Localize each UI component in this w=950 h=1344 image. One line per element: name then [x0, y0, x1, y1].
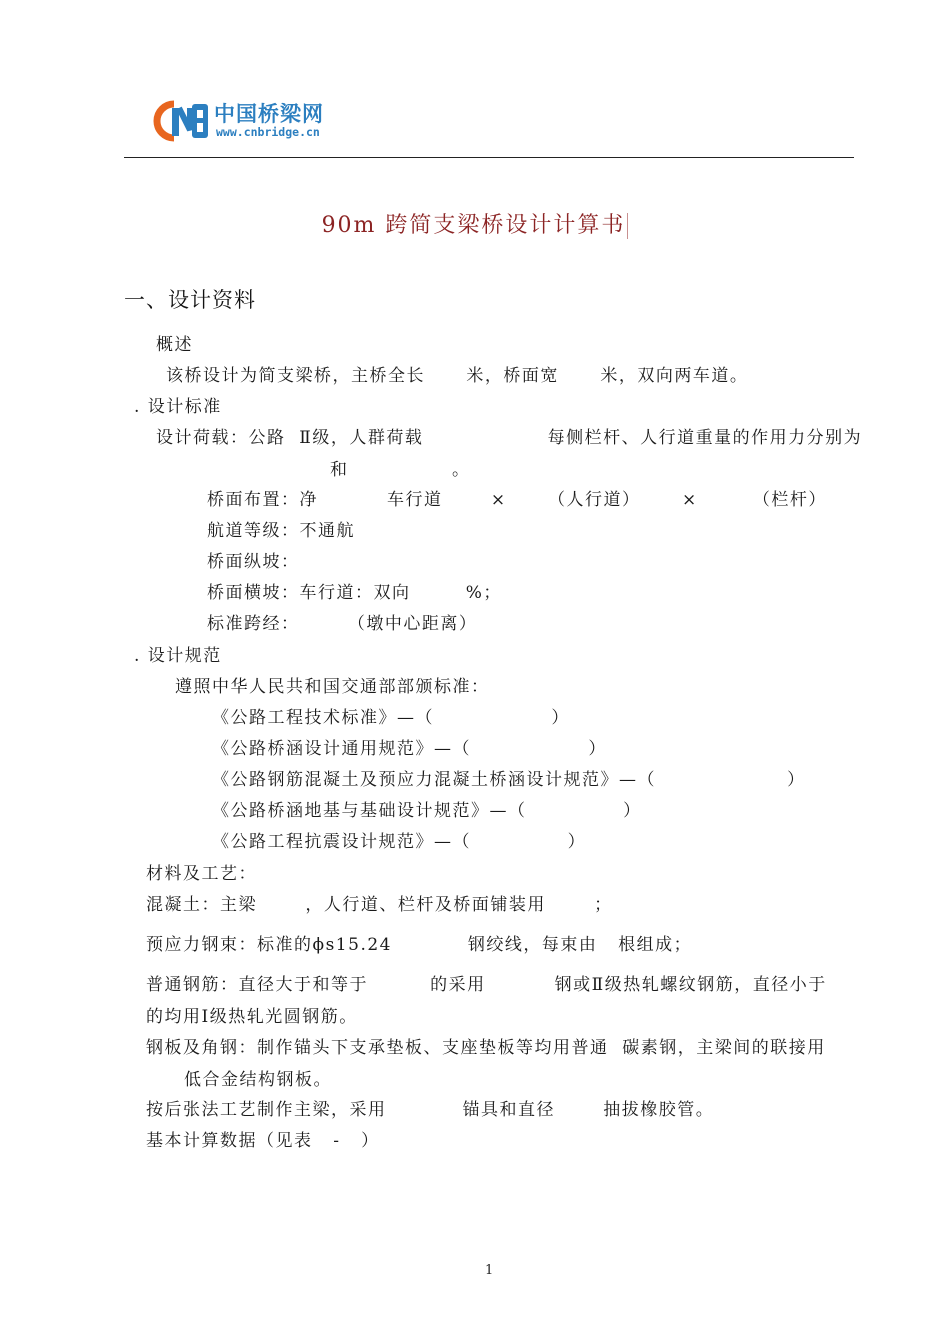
- rebar-line: 普通钢筋：直径大于和等于 的采用 钢或Ⅱ级热轧螺纹钢筋，直径小于: [146, 975, 827, 995]
- logo-url: www.cnbridge.cn: [216, 125, 320, 139]
- code-item: 《公路桥涵地基与基础设计规范》—（ ）: [212, 801, 642, 821]
- codes-intro: 遵照中华人民共和国交通部部颁标准：: [175, 677, 490, 697]
- overview-heading: 概述: [156, 335, 193, 355]
- deck-layout-line: 桥面布置：净 车行道 × （人行道） × （栏杆）: [207, 490, 827, 510]
- steel-plate-line: 钢板及角钢：制作锚头下支承垫板、支座垫板等均用普通 碳素钢，主梁间的联接用: [146, 1038, 826, 1058]
- section-heading: 一、设计资料: [124, 288, 256, 312]
- post-tension-line: 按后张法工艺制作主梁，采用 锚具和直径 抽拔橡胶管。: [146, 1100, 715, 1120]
- text-cursor: [627, 213, 628, 239]
- site-logo: [152, 96, 352, 146]
- steel-plate-continuation: 低合金结构钢板。: [184, 1070, 332, 1090]
- overview-text: 该桥设计为简支梁桥，主桥全长 米，桥面宽 米，双向两车道。: [166, 366, 749, 386]
- code-item: 《公路桥涵设计通用规范》—（ ）: [212, 739, 607, 759]
- standards-heading: . 设计标准: [134, 397, 222, 417]
- code-item: 《公路工程技术标准》—（ ）: [212, 708, 570, 728]
- concrete-line: 混凝土：主梁 ，人行道、栏杆及桥面铺装用 ；: [146, 895, 613, 915]
- longitudinal-slope-line: 桥面纵坡：: [207, 552, 300, 572]
- prestress-line: 预应力钢束：标准的ϕs15.24 钢绞线，每束由 根组成；: [146, 935, 693, 955]
- basic-data-line: 基本计算数据（见表 - ）: [146, 1131, 380, 1151]
- title-text: 90m 跨简支梁桥设计计算书: [321, 213, 626, 238]
- design-load-line: 设计荷载：公路 Ⅱ级，人群荷载 每侧栏杆、人行道重量的作用力分别为: [156, 428, 863, 448]
- standard-span-line: 标准跨经： （墩中心距离）: [207, 614, 478, 634]
- codes-heading: . 设计规范: [134, 646, 222, 666]
- document-title: [0, 208, 950, 239]
- header-divider: [124, 157, 854, 158]
- design-load-continuation: 和 。: [330, 460, 471, 480]
- cnbridge-logo-icon: [152, 98, 210, 144]
- code-item: 《公路钢筋混凝土及预应力混凝土桥涵设计规范》—（ ）: [212, 770, 806, 790]
- rebar-continuation: 的均用Ⅰ级热轧光圆钢筋。: [146, 1007, 358, 1027]
- materials-heading: 材料及工艺：: [146, 864, 257, 884]
- page-number: 1: [485, 1263, 494, 1278]
- cross-slope-line: 桥面横坡：车行道：双向 %；: [207, 583, 502, 603]
- code-item: 《公路工程抗震设计规范》—（ ）: [212, 832, 587, 852]
- logo-text: 中国桥梁网: [214, 102, 324, 126]
- navigation-grade-line: 航道等级：不通航: [207, 521, 355, 541]
